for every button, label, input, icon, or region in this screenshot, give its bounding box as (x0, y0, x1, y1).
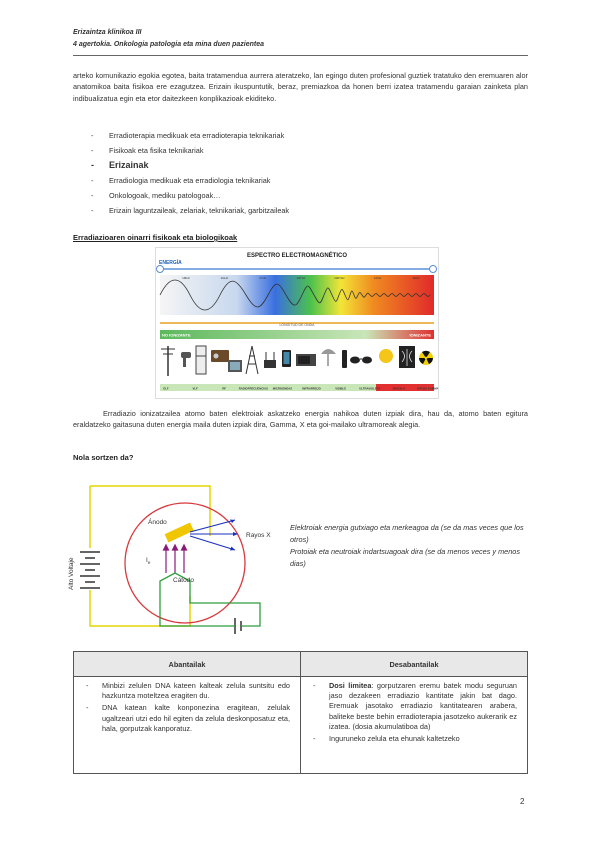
xray-beam (190, 536, 235, 550)
header-chapter: 4 agertokia. Onkologia patologia eta mina duen pazientea (73, 41, 264, 48)
hair-dryer-icon (181, 352, 191, 367)
band-label: RAYOS X (392, 386, 406, 391)
radiation-icon (419, 351, 433, 365)
band-label: INFRARROJO (302, 386, 321, 391)
fridge-icon (196, 346, 206, 374)
current-subscript: e (147, 560, 151, 565)
band-label: RADIOFRECUENCIAS (238, 386, 268, 391)
frequency-tick-label: 1MHz (182, 276, 190, 280)
frequency-tick-label: 10THz (296, 276, 306, 280)
list-item: - Erradiologia medikuak eta erradiologia teknikariak (73, 173, 528, 188)
sunglasses-icon (350, 357, 372, 364)
xray-chest-icon (399, 346, 415, 368)
power-line-icon (161, 346, 175, 376)
list-item: - DNA katean kalte konponezina eragitean, zelulak ugaltzeari utzi edo hil egiten da zelula deskonposatuz eta, hala, gorputzak kanporatuz. (84, 703, 290, 734)
rays-label: Rayos X (246, 532, 271, 539)
satellite-dish-icon (321, 349, 336, 366)
sun-icon (379, 349, 393, 363)
header-course: Erizaintza klinikoa III (73, 29, 142, 36)
xray-tube-diagram (60, 478, 275, 643)
electron-arrows (164, 545, 187, 573)
list-item: - Fisikoak eta fisika teknikariak (73, 143, 528, 158)
ionizing-paragraph: Erradiazio ionizatzailea atomo baten elektroiak askatzeko energia nahikoa duten izpiak dira, hau da, atomo baten egitura eraldatzeko gaitasuna duten energia maila duten izpiak dira, Gamma, X eta goi-mailako ultramoreak alegia. (73, 409, 528, 430)
ionization-bar (160, 330, 434, 339)
header-divider (73, 55, 528, 56)
frequency-tick-label: 1PHz (373, 276, 382, 280)
note-electrons: Elektroiak energia gutxiago eta merkeagoa da (se da mas veces que los otros) (290, 523, 524, 544)
no-ionizing-label: NO IONIZANTE (162, 332, 191, 338)
list-item: - Erizainak (73, 158, 528, 173)
band-label: ELF (163, 386, 169, 391)
table-header-advantages: Abantailak (74, 652, 301, 677)
tube-envelope (125, 503, 245, 623)
particle-notes (290, 522, 528, 570)
xray-beam (190, 520, 235, 532)
how-title: Nola sortzen da? (73, 453, 134, 462)
spectrum-title: ESPECTRO ELECTROMAGNÉTICO (246, 253, 348, 259)
radio-icon (211, 350, 229, 362)
intro-paragraph: arteko komunikazio egokia egotea, baita tratamendua aurrera ateratzeko, lan egingo duten profesional guztiek tratatuko den eremuaren alor anatomikoa baita fisikoa ere ezagutzea. Erizain ikuspuntutik, beraz, premiazkoa da honen berri izatea tratamendu garaian zainketa plan indibualizatua egin eta etor daitezkeen konplikazioak ekiditeko. (73, 71, 528, 103)
band-label: RAYOS GAMMA (417, 386, 438, 391)
battery-icon (80, 552, 100, 588)
cathode-label: Cátodo (173, 577, 194, 584)
band-label: VISIBLE (335, 386, 347, 391)
table-header-disadvantages: Desabantailak (301, 652, 528, 677)
note-protons: Protoiak eta neutroiak indartsuagoak dira (se da menos veces y menos dias) (290, 547, 520, 568)
minus-icon (157, 266, 164, 273)
frequency-tick-label: 1EHz (412, 276, 420, 280)
plus-icon (430, 266, 437, 273)
phone-icon (282, 350, 291, 367)
table-row (74, 677, 528, 774)
list-item: - Dosi limitea: gorputzaren eremu batek modu seguruan jaso dezakeen erradiazio kantitate jakin bat dago. Eremuak jasotako erradiazio kantitatearen arabera, baliteke beste behin erradioterapia jasotzeko aukerarik ez izatea. (dosia akumulatiboa da) (311, 681, 517, 732)
remote-icon (342, 350, 347, 368)
router-icon (264, 352, 276, 368)
dose-limit-term: Dosi limitea (329, 681, 372, 690)
professionals-list (73, 128, 528, 218)
anode-target (165, 522, 194, 542)
advantages-cell (74, 677, 301, 774)
wavelength-label: LONGITUD DE ONDA (279, 323, 315, 327)
list-item: - Inguruneko zelula eta ehunak kaltetzeko (311, 734, 517, 744)
disadvantages-cell (301, 677, 528, 774)
voltage-label: Alto Voltaje (68, 557, 75, 590)
band-label: MICROONDAS (272, 386, 293, 391)
page-header (73, 27, 528, 51)
microwave-icon (296, 354, 316, 366)
section-title: Erradiazioaren oinarri fisikoak eta biologikoak (73, 233, 238, 242)
svg-text:Ie (146, 557, 151, 565)
antenna-tower-icon (246, 346, 258, 374)
energy-label: ENERGÍA (159, 260, 182, 266)
pros-cons-table (73, 651, 528, 774)
page-number: 2 (520, 797, 525, 806)
band-label: RF (222, 386, 227, 391)
band-label: ULTRAVIOLETA (359, 386, 381, 391)
list-item: - Erradioterapia medikuak eta erradioterapia teknikariak (73, 128, 528, 143)
frequency-tick-label: 1GHz (220, 276, 229, 280)
ionizing-label: IONIZANTE (409, 332, 431, 338)
current-label: I (146, 557, 148, 564)
filament-battery-icon (235, 618, 241, 634)
band-label: VLF (192, 386, 198, 391)
frequency-tick-label: 100THz (334, 276, 345, 280)
anode-label: Ánodo (148, 519, 167, 526)
list-item: - Erizain laguntzaileak, zelariak, teknikariak, garbitzaileak (73, 203, 528, 218)
list-item: - Onkologoak, mediku patologoak… (73, 188, 528, 203)
frequency-tick-label: 1THz (259, 276, 267, 280)
list-item: - Minbizi zelulen DNA kateen kalteak zelula suntsitu edo hazkuntza moteltzea eragiten du. (84, 681, 290, 701)
spectrum-figure (155, 247, 439, 399)
tv-icon (228, 360, 242, 372)
